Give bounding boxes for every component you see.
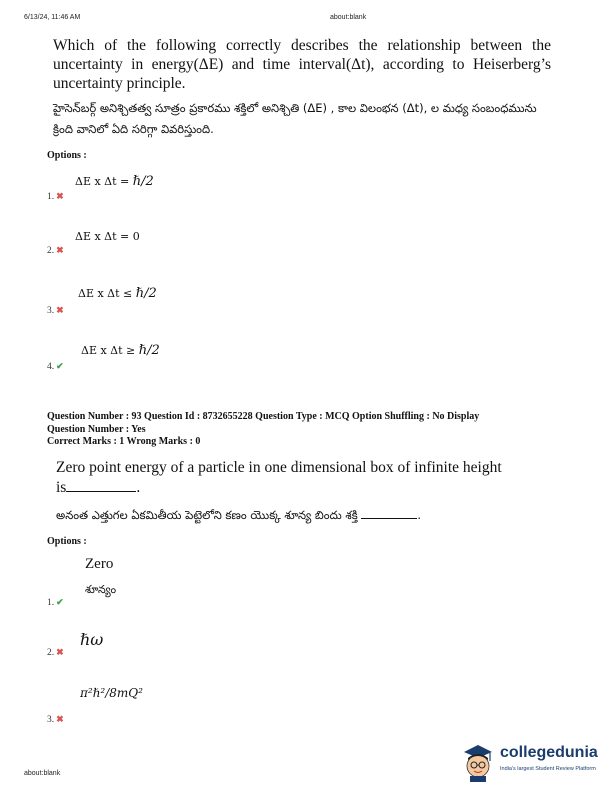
- print-url: about:blank: [330, 14, 367, 21]
- check-mark-icon: ✔: [56, 361, 64, 371]
- answer-blank: [66, 477, 136, 492]
- cross-mark-icon: ✖: [56, 191, 64, 201]
- print-datetime: 6/13/24, 11:46 AM: [24, 14, 81, 21]
- option-1-text: Zero: [85, 556, 114, 572]
- brand-name: collegedunia: [500, 744, 598, 761]
- options-label: Options :: [47, 150, 87, 161]
- option-1-formula: ΔE x Δt = ℏ/2: [75, 174, 154, 189]
- question-2-text-telugu: అనంత ఎత్తుగల ఏకమితీయ పెట్టెలోని కణం యొక్క శూన్య బిందు శక్తి .: [56, 508, 422, 522]
- cross-mark-icon: ✖: [56, 245, 64, 255]
- cross-mark-icon: ✖: [56, 305, 64, 315]
- option-3-formula: π²ℏ²/8mQ²: [80, 686, 143, 700]
- option-2[interactable]: 2. ✖: [47, 647, 64, 658]
- brand-tagline: India's largest Student Review Platform: [500, 766, 596, 772]
- option-4[interactable]: 4. ✔: [47, 361, 64, 372]
- option-2-formula: ℏω: [80, 630, 104, 649]
- question-1-text: Which of the following correctly describes the relationship between the uncertainty in energy(ΔE) and time interval(Δt), according to Heiserberg’s uncertainty principle.: [53, 37, 551, 92]
- option-1-text-telugu: శూన్యం: [85, 583, 117, 596]
- footer-url: about:blank: [24, 770, 61, 777]
- option-2[interactable]: 2. ✖: [47, 245, 64, 256]
- mascot-icon: [460, 742, 496, 782]
- option-3[interactable]: 3. ✖: [47, 714, 64, 725]
- option-3-formula: ΔE x Δt ≤ ℏ/2: [78, 286, 157, 301]
- option-4-formula: ΔE x Δt ≥ ℏ/2: [81, 343, 160, 358]
- answer-blank: [361, 506, 417, 519]
- check-mark-icon: ✔: [56, 597, 64, 607]
- option-3[interactable]: 3. ✖: [47, 305, 64, 316]
- option-2-formula: ΔE x Δt = 0: [75, 230, 140, 243]
- options-label: Options :: [47, 536, 87, 547]
- question-meta: Question Number : 93 Question Id : 8732655228 Question Type : MCQ Option Shuffling : No Display Question Number : Yes Correct Marks : 1 Wrong Marks : 0: [47, 411, 480, 447]
- question-1-text-telugu: హైసెన్‌బర్గ్ అనిశ్చితత్వ సూత్రం ప్రకారము శక్తిలో అనిశ్చితి (ΔE) , కాల విలంభన (Δt), ల మధ్య సంబంధమును క్రింది వానిలో ఏది సరిగ్గా వివరిస్తుంది.: [53, 101, 537, 136]
- collegedunia-logo: [460, 738, 608, 786]
- option-1[interactable]: 1. ✔: [47, 597, 64, 608]
- cross-mark-icon: ✖: [56, 714, 64, 724]
- option-1[interactable]: 1. ✖: [47, 191, 64, 202]
- cross-mark-icon: ✖: [56, 647, 64, 657]
- question-2-text: Zero point energy of a particle in one dimensional box of infinite height is .: [56, 459, 502, 496]
